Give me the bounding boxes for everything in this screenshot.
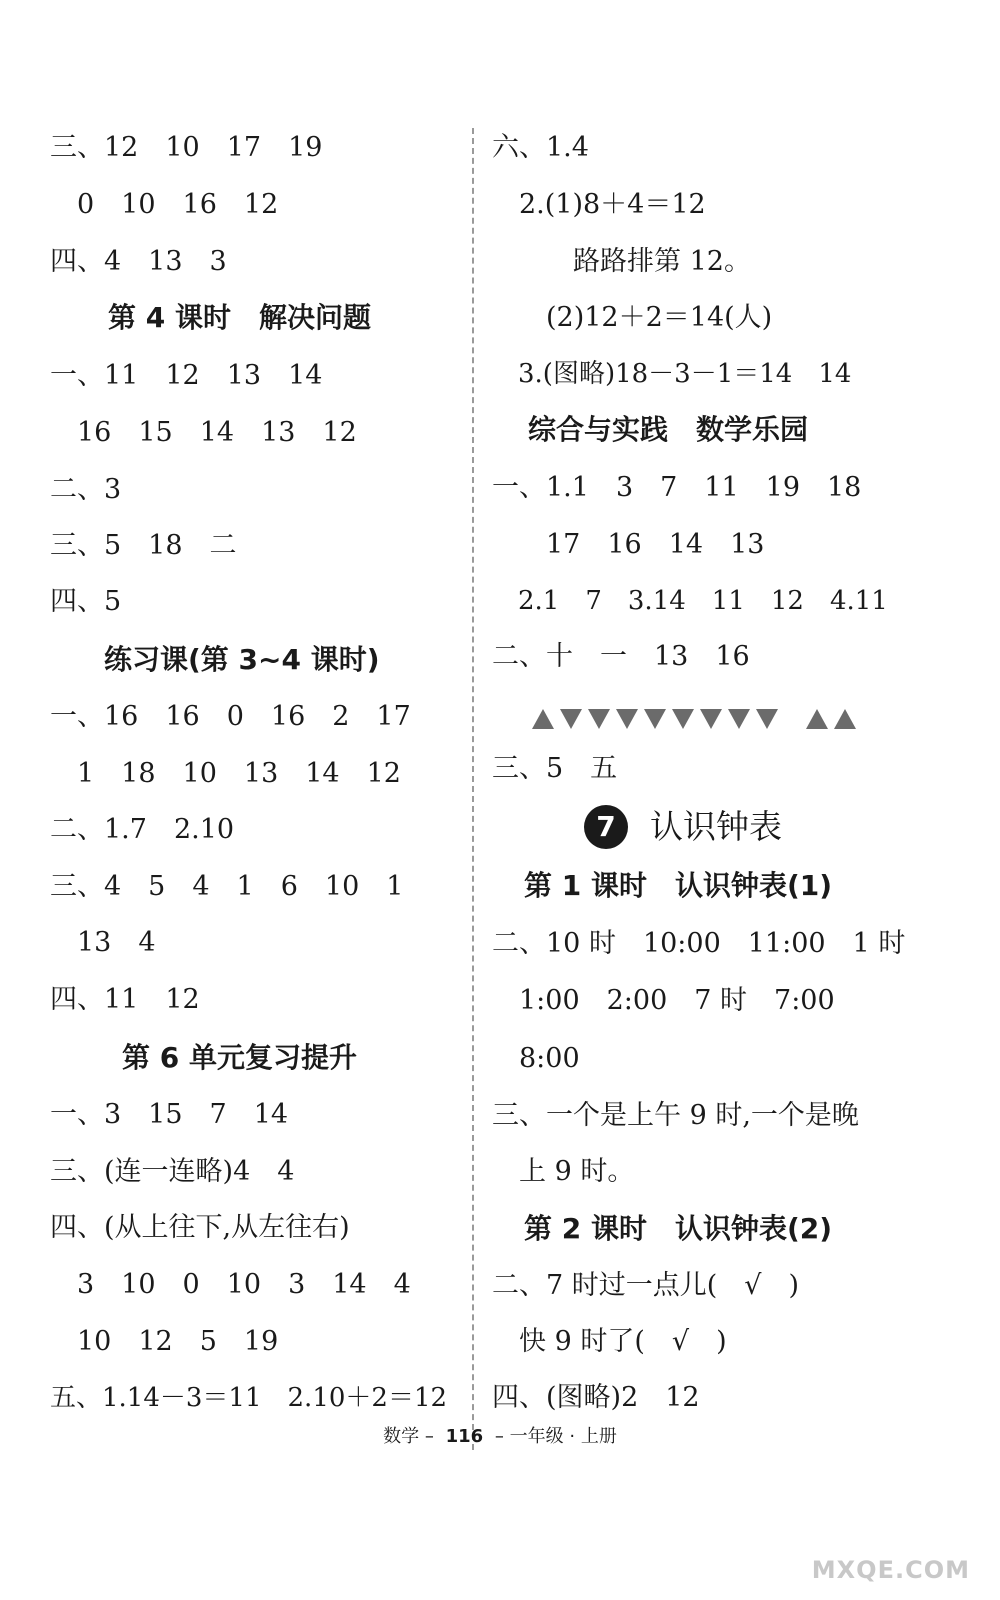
answer-line: 三、4 5 4 1 6 10 1: [50, 871, 404, 902]
answer-line: 三、一个是上午 9 时,一个是晚: [492, 1100, 859, 1131]
triangle-down-icon: [728, 709, 750, 729]
page-footer: 数学 – 116 – 一年级 · 上册: [383, 1426, 617, 1447]
answer-line: 四、(图略)2 12: [492, 1382, 700, 1413]
triangle-down-icon: [588, 709, 610, 729]
answer-line: 二、3: [50, 474, 122, 505]
watermark-logo: [760, 1495, 970, 1590]
footer-grade: 一年级 · 上册: [509, 1426, 617, 1447]
answer-line: 2.1 7 3.14 11 12 4.11: [492, 586, 888, 616]
answer-line: 3 10 0 10 3 14 4: [50, 1269, 411, 1300]
watermark-site: MXQE.COM: [811, 1556, 970, 1584]
answer-line: 1 18 10 13 14 12: [50, 758, 401, 789]
answer-line: 16 15 14 13 12: [50, 417, 357, 448]
answer-line: 1:00 2:00 7 时 7:00: [492, 985, 835, 1016]
answer-line: 二、7 时过一点儿( √ ): [492, 1270, 800, 1301]
answer-line: 三、12 10 17 19: [50, 132, 323, 163]
answer-line: 四、5: [50, 586, 122, 617]
answer-line: 2.(1)8＋4＝12: [492, 189, 706, 220]
unit-heading: [584, 802, 782, 852]
answer-line: 四、11 12: [50, 984, 200, 1015]
answer-line: 13 4: [50, 927, 156, 958]
page-number: 116: [445, 1426, 484, 1447]
footer-subject: 数学: [383, 1426, 420, 1447]
section-heading: 练习课(第 3~4 课时): [104, 643, 380, 676]
answer-line: 一、11 12 13 14: [50, 360, 323, 391]
answer-line: 3.(图略)18－3－1＝14 14: [492, 359, 852, 389]
triangle-down-icon: [672, 709, 694, 729]
triangle-down-icon: [560, 709, 582, 729]
answer-line: 17 16 14 13: [492, 529, 765, 560]
triangle-up-icon: [834, 709, 856, 729]
answer-line: 五、1.14－3＝11 2.10＋2＝12: [50, 1383, 448, 1413]
answer-line: 三、(连一连略)4 4: [50, 1156, 295, 1187]
section-heading: 第 1 课时 认识钟表(1): [524, 869, 833, 902]
section-heading: 第 2 课时 认识钟表(2): [524, 1212, 833, 1245]
answer-line: 二、10 时 10:00 11:00 1 时: [492, 928, 906, 959]
unit-number-badge: 7: [584, 805, 628, 849]
triangle-down-icon: [756, 709, 778, 729]
answer-line: 10 12 5 19: [50, 1326, 279, 1357]
answer-line: 一、1.1 3 7 11 19 18: [492, 472, 862, 503]
answer-line: 0 10 16 12: [50, 189, 279, 220]
answer-line: 四、4 13 3: [50, 246, 227, 277]
answer-line: (2)12＋2＝14(人): [492, 302, 773, 333]
section-heading: 综合与实践 数学乐园: [528, 413, 809, 446]
unit-title: 认识钟表: [650, 807, 782, 846]
section-heading: 第 6 单元复习提升: [122, 1041, 357, 1074]
triangle-up-icon: [806, 709, 828, 729]
triangle-row: [532, 700, 862, 736]
answer-line: 四、(从上往下,从左往右): [50, 1212, 350, 1243]
answer-line: 快 9 时了( √ ): [492, 1326, 727, 1357]
triangle-down-icon: [644, 709, 666, 729]
answer-line: 一、16 16 0 16 2 17: [50, 701, 411, 732]
answer-line: 8:00: [492, 1043, 580, 1074]
answer-line: 三、5 18 二: [50, 530, 237, 561]
triangle-down-icon: [700, 709, 722, 729]
answer-line: 路路排第 12。: [492, 246, 751, 277]
column-divider: [472, 128, 474, 1450]
answer-line: 二、十 一 13 16: [492, 641, 750, 672]
answer-line: 一、3 15 7 14: [50, 1099, 289, 1130]
answer-line: 上 9 时。: [492, 1156, 635, 1187]
answer-line: 二、1.7 2.10: [50, 814, 235, 845]
answer-line: 三、5 五: [492, 753, 618, 784]
triangle-up-icon: [532, 709, 554, 729]
triangle-down-icon: [616, 709, 638, 729]
answer-line: 六、1.4: [492, 132, 589, 163]
section-heading: 第 4 课时 解决问题: [108, 301, 371, 334]
